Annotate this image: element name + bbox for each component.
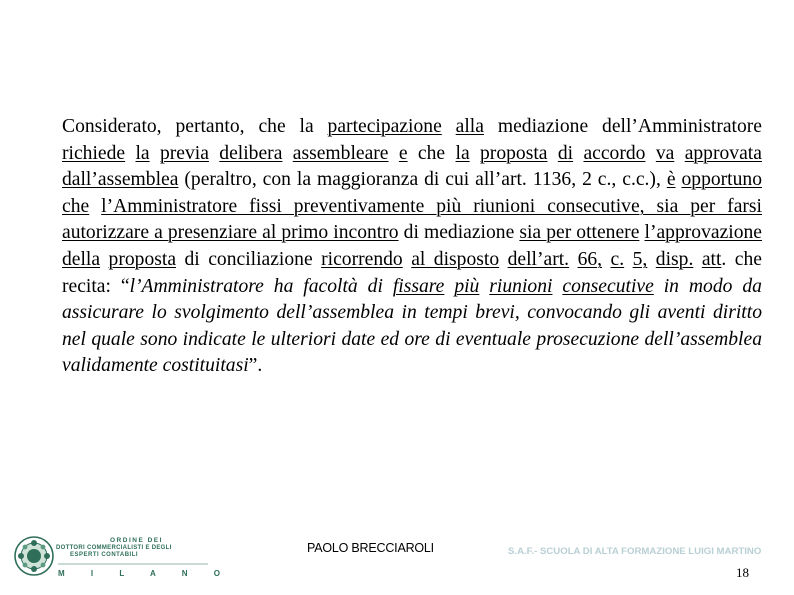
body-text-segment: accordo <box>583 142 646 164</box>
body-text-segment: della <box>62 248 101 270</box>
body-text-segment <box>547 143 557 164</box>
body-text-segment: mediazione dell’Amministratore <box>483 116 762 137</box>
body-text-segment <box>573 143 583 164</box>
body-text-segment <box>403 249 411 270</box>
body-text-segment <box>442 116 456 137</box>
body-text-segment <box>624 249 632 270</box>
body-text-segment <box>470 143 480 164</box>
logo-line-3: ESPERTI CONTABILI <box>70 552 139 558</box>
body-text-segment: delibera <box>219 142 283 164</box>
body-text-segment: ”. <box>248 355 263 377</box>
body-text-segment: la <box>455 142 470 164</box>
body-text-segment: sia per ottenere <box>519 222 640 244</box>
body-text-segment <box>125 143 135 164</box>
body-text-segment: opportuno <box>681 169 763 191</box>
logo-line-1: ORDINE DEI <box>110 537 163 544</box>
logo-line-2: DOTTORI COMMERCIALISTI E DEGLI <box>56 545 172 551</box>
body-text-segment: l’approvazione <box>644 222 763 244</box>
body-text-segment: l’Amministratore ha facoltà di <box>129 275 393 297</box>
body-text-segment: di <box>557 142 574 164</box>
body-text-segment: 66, <box>577 248 603 270</box>
body-text-segment: di conciliazione <box>176 248 322 270</box>
body-text-segment: al disposto <box>411 248 500 270</box>
body-text-segment: partecipazione <box>327 116 442 137</box>
body-text-segment <box>479 276 489 297</box>
body-text-segment <box>89 196 101 217</box>
body-text-segment <box>647 249 655 270</box>
body-text-segment: più <box>454 275 480 297</box>
odcec-milano-logo <box>12 533 232 583</box>
body-text-segment <box>444 276 454 297</box>
body-text-segment: previa <box>159 142 209 164</box>
body-text-segment: è <box>666 169 676 191</box>
body-text-segment: che <box>62 195 90 217</box>
body-text-segment <box>693 249 701 270</box>
body-text-segment: dell’art. <box>507 248 570 270</box>
body-text-segment: la <box>135 142 150 164</box>
body-text-segment <box>569 249 577 270</box>
body-text-segment <box>389 143 399 164</box>
body-text-segment: di mediazione <box>398 222 520 244</box>
body-text-segment <box>100 249 108 270</box>
body-text-segment: proposta <box>108 248 177 270</box>
footer-school: S.A.F.- SCUOLA DI ALTA FORMAZIONE LUIGI MARTINO <box>508 546 762 557</box>
body-text-segment: att <box>701 248 722 270</box>
logo-emblem-icon <box>15 537 53 575</box>
body-text-segment: 5, <box>632 248 648 270</box>
body-text-segment <box>499 249 507 270</box>
body-text-segment <box>282 143 292 164</box>
body-text-segment: in modo da assicurare lo svolgimento dell’assemblea in tempi brevi, convocando gli aventi diritto nel quale sono indicate le ulteriori date ed ore di eventuale prosecuzione dell’assemblea validamente costituitasi <box>62 275 762 377</box>
body-text-segment: richiede <box>62 142 126 164</box>
body-text-segment: alla <box>455 116 484 137</box>
body-text-segment: (peraltro, con la maggioranza di cui all’art. 1136, 2 c., c.c.), <box>178 169 667 191</box>
body-paragraph <box>62 114 762 380</box>
body-text-segment: riunioni <box>489 275 553 297</box>
logo-city: M I L A N O <box>58 569 232 578</box>
body-text-segment: ricorrendo <box>321 248 403 270</box>
body-text-segment <box>674 143 684 164</box>
body-text-segment: disp. <box>655 248 694 270</box>
body-text-segment <box>602 249 610 270</box>
footer-author: PAOLO BRECCIAROLI <box>307 541 434 555</box>
body-text-segment: va <box>655 142 675 164</box>
body-text-segment: che <box>407 142 456 164</box>
body-text-segment: fissare <box>392 275 445 297</box>
body-text-segment: assembleare <box>292 142 389 164</box>
body-text-segment: l’Amministratore fissi preventivamente più riunioni consecutive, sia per farsi autorizzare a presenziare al primo incontro <box>62 195 762 244</box>
body-text-segment: . che recita: “ <box>62 248 762 297</box>
body-text-segment: e <box>398 142 408 164</box>
body-text-segment: dall’assemblea <box>62 169 179 191</box>
body-text-segment <box>150 143 160 164</box>
page-number: 18 <box>736 565 749 580</box>
body-text-segment: c. <box>610 248 625 270</box>
body-text-segment: approvata <box>684 142 762 164</box>
body-text-segment: Considerato, pertanto, che la <box>62 116 328 137</box>
body-text-segment: proposta <box>480 142 548 164</box>
body-text-segment <box>209 143 219 164</box>
body-text-segment <box>552 276 562 297</box>
body-text-segment: consecutive <box>562 275 654 297</box>
body-text-segment <box>645 143 655 164</box>
